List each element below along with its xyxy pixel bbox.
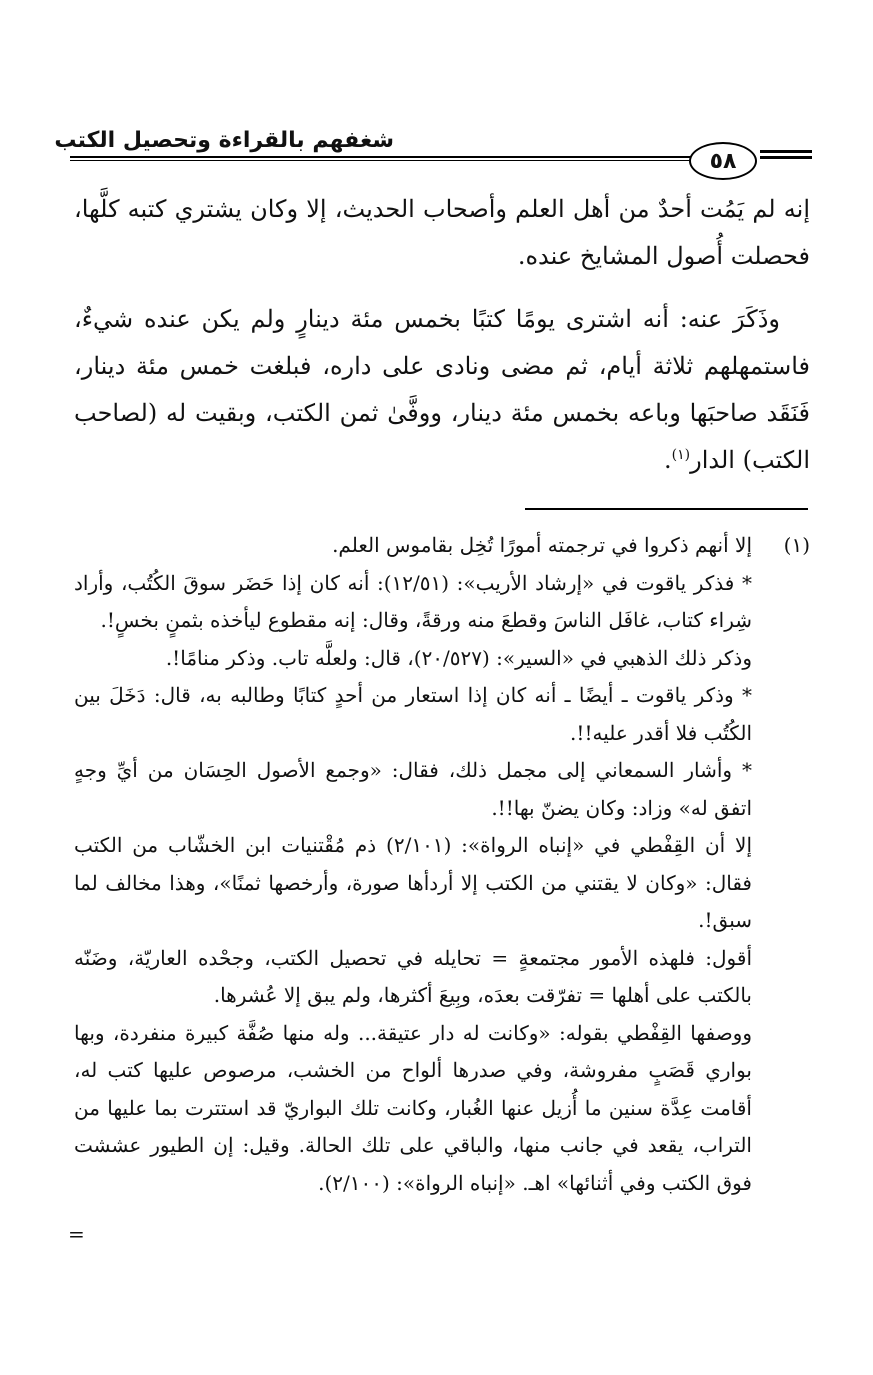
footnote-line: وذكر ذلك الذهبي في «السير»: (٢٠/٥٢٧)، قال: ولعلَّه تاب. وذكر منامًا!. — [165, 645, 752, 670]
page-number: ٥٨ — [689, 142, 757, 180]
footnote-separator — [525, 508, 808, 510]
footnote-line: أقول: فلهذه الأمور مجتمعةٍ = تحايله في تحصيل الكتب، وجحْده العاريّة، وضَنّه بالكتب على أهلها = تفرّقت بعدَه، وبِيعَ أكثرها، ولم يبق إلا عُشرها. — [74, 945, 752, 1007]
footnote-line: * فذكر ياقوت في «إرشاد الأريب»: (١٢/٥١): أنه كان إذا حَضَر سوقَ الكُتُب، وأراد شِراء كتاب، غافَل الناسَ وقطعَ منه ورقةً، وقال: إنه مقطوع ليأخذه بثمنٍ بخسٍ!. — [74, 570, 752, 632]
main-text — [74, 186, 810, 484]
header-rule — [70, 156, 717, 158]
paragraph-2-end: . — [664, 446, 672, 474]
continuation-mark: = — [68, 1222, 85, 1246]
footnote-line: * وذكر ياقوت ـ أيضًا ـ أنه كان إذا استعار من أحدٍ كتابًا وطالبه به، قال: دَخَلَ بين الكُتُب فلا أقدر عليه!!. — [74, 683, 752, 745]
header-rule-thin — [70, 160, 717, 161]
running-header — [54, 128, 812, 176]
footnote-line: إلا أن القِفْطي في «إنباه الرواة»: (٢/١٠١) ذم مُقْتنيات ابن الخشّاب من الكتب فقال: «وكان لا يقتني من الكتب إلا أردأها صورة، وأرخصها ثمنًا»، وهذا مخالف لما سبق!. — [74, 833, 752, 932]
footnote-line: إلا أنهم ذكروا في ترجمته أمورًا تُخِل بقاموس العلم. — [332, 533, 752, 557]
paragraph-1: إنه لم يَمُت أحدٌ من أهل العلم وأصحاب الحديث، إلا وكان يشتري كتبه كلَّها، فحصلت أُصول المشايخ عنده. — [74, 195, 810, 270]
paragraph-2-text: وذَكَرَ عنه: أنه اشترى يومًا كتبًا بخمس مئة دينارٍ ولم يكن عنده شيءٌ، فاستمهلهم ثلاثة أيام، ثم مضى ونادى على داره، فبلغت خمس مئة دينار، فَنَقَد صاحبَها وباعه بخمس مئة دينار، ووفَّىٰ ثمن الكتب، وبقيت له (لصاحب الكتب) الدار — [74, 305, 810, 474]
paragraph-2 — [74, 296, 810, 484]
running-title: شغفهم بالقراءة وتحصيل الكتب — [54, 128, 394, 153]
footnote-line: ووصفها القِفْطي بقوله: «وكانت له دار عتيقة... وله منها صُفَّة كبيرة منفردة، وبها بواري قَصَبٍ مفروشة، وفي صدرها ألواح من الخشب، مرصوص عليها كتب له، أقامت عِدَّة سنين ما أُزيل عنها الغُبار، وكانت تلك البواريّ قد استترت بما عليها من التراب، يقعد في جانب منها، والباقي على تلك الحالة. وقيل: إن الطيور عششت فوق الكتب وفي أثنائها» اهـ. «إنباه الرواة»: (٢/١٠٠). — [74, 1020, 752, 1195]
page-number-ornament — [760, 150, 812, 166]
footnote — [74, 527, 810, 1202]
footnote-reference[interactable]: (١) — [671, 447, 691, 463]
footnote-line: * وأشار السمعاني إلى مجمل ذلك، فقال: «وجمع الأصول الحِسَان من أيِّ وجهٍ اتفق له» وزاد: وكان يضنّ بها!!. — [74, 758, 752, 820]
footnote-body — [74, 527, 752, 1202]
footnote-number: (١) — [783, 533, 810, 557]
